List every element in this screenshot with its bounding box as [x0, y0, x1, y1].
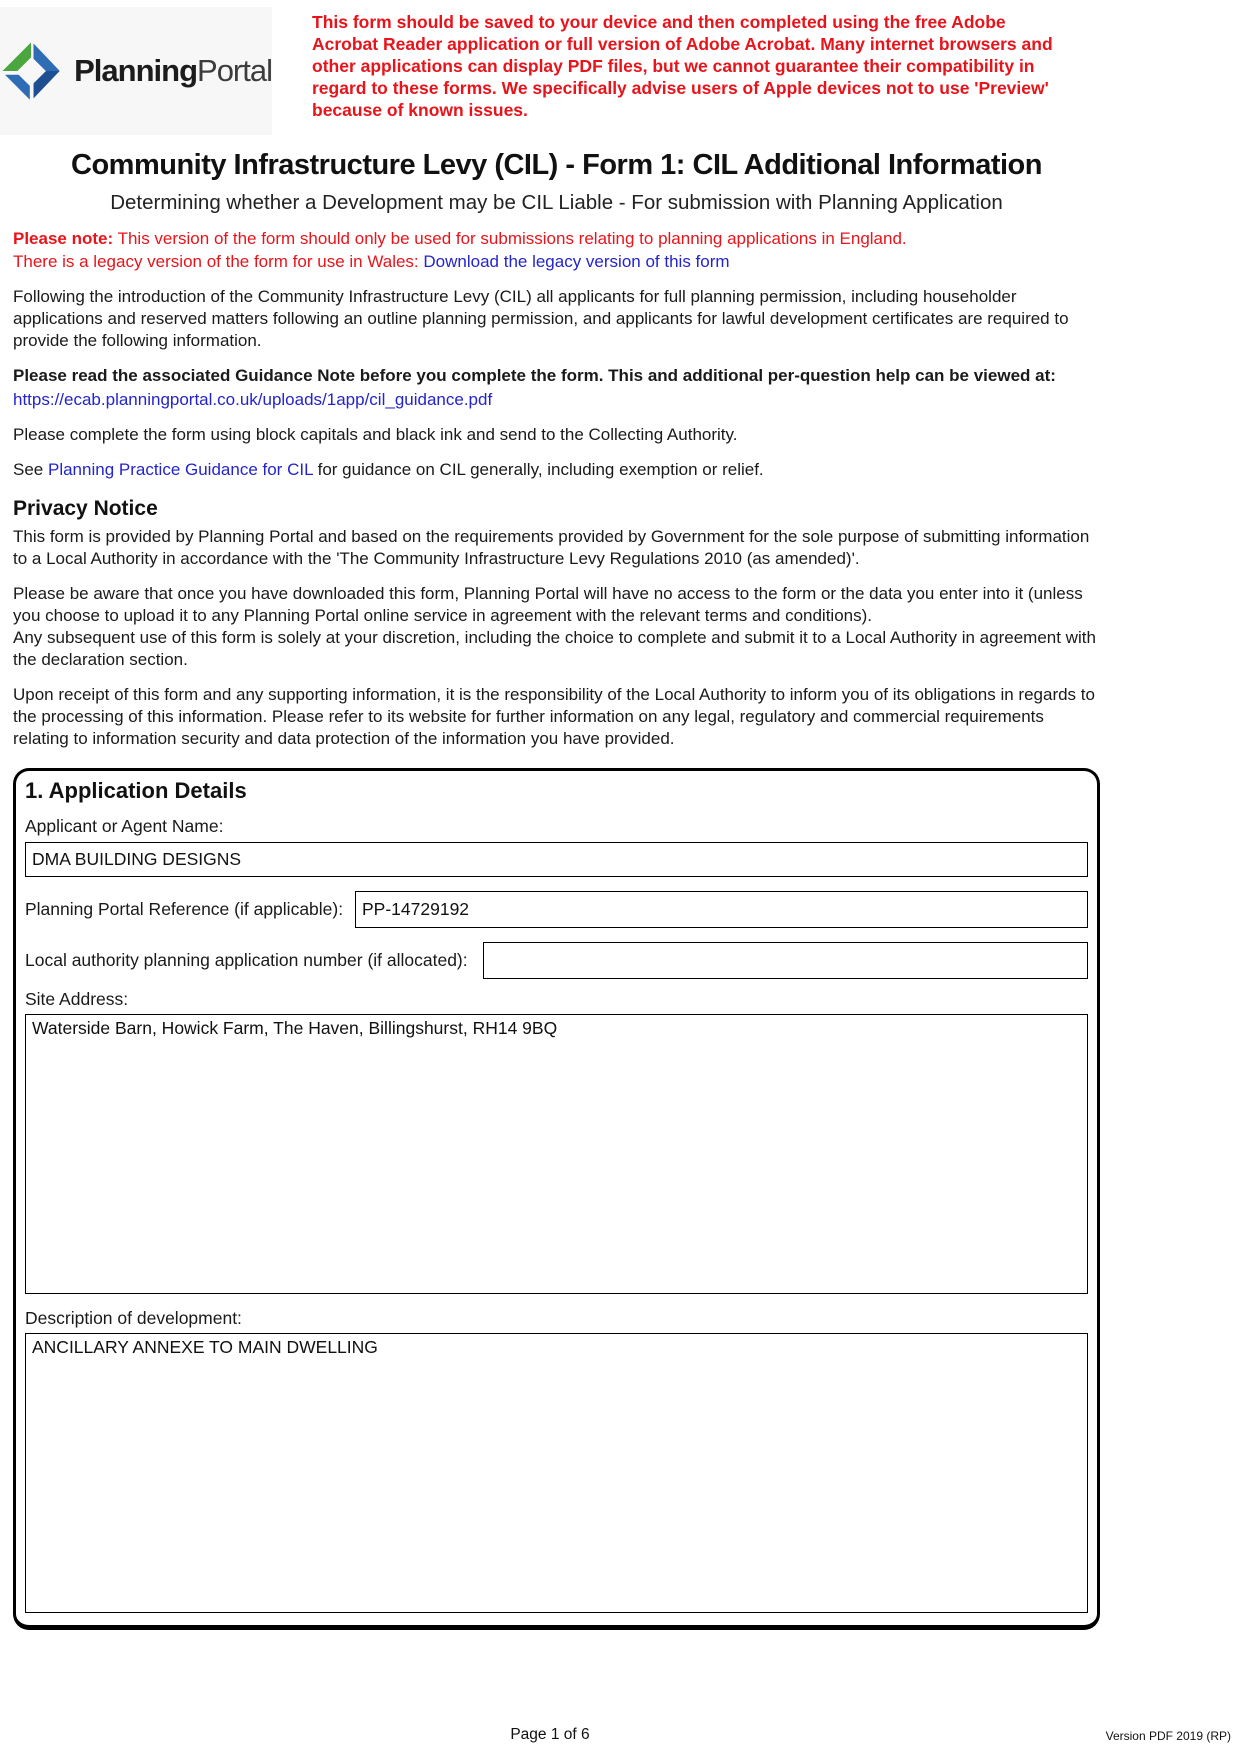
pp-reference-row	[25, 891, 1088, 928]
see-suffix: for guidance on CIL generally, including exemption or relief.	[317, 460, 764, 479]
site-address-label: Site Address:	[25, 989, 129, 1009]
site-address-textarea[interactable]	[25, 1014, 1088, 1294]
form-subtitle: Determining whether a Development may be CIL Liable - For submission with Planning Application	[110, 191, 1003, 214]
pp-reference-input[interactable]	[355, 891, 1088, 928]
adobe-warning-text: This form should be saved to your device and then completed using the free Adobe Acrobat Reader application or full version of Adobe Acrobat. Many internet browsers and other applications can display PDF files, but we cannot guarantee their compatibility in regard to these forms. We specifically advise users of Apple devices not to use 'Preview' because of known issues.	[312, 12, 1053, 120]
planning-portal-logo-icon	[0, 28, 62, 114]
block-capitals-line: Please complete the form using block capitals and black ink and send to the Collecting Authority.	[13, 425, 738, 444]
page-number: Page 1 of 6	[510, 1726, 590, 1743]
planning-portal-logo	[0, 7, 272, 135]
section-title: 1. Application Details	[25, 778, 247, 803]
page-header	[0, 0, 1241, 135]
privacy-paragraph-2a: Please be aware that once you have downloaded this form, Planning Portal will have no access to the form or the data you enter into it (unless you choose to upload it to any Planning Portal online service in agreement with the relevant terms and conditions).	[13, 584, 1083, 625]
legacy-form-link[interactable]: Download the legacy version of this form	[423, 252, 730, 271]
england-note-text: This version of the form should only be used for submissions relating to planning applications in England.	[117, 229, 907, 248]
brand-planning: Planning	[74, 53, 198, 88]
description-textarea[interactable]	[25, 1333, 1088, 1613]
la-number-row	[25, 942, 1088, 979]
application-details-section	[13, 768, 1100, 1630]
wales-note-line2	[13, 250, 1100, 273]
version-label: Version PDF 2019 (RP)	[1105, 1729, 1231, 1743]
privacy-paragraph-1: This form is provided by Planning Portal and based on the requirements provided by Government for the sole purpose of submitting information to a Local Authority in accordance with the 'The Community Infrastructure Levy Regulations 2010 (as amended)'.	[13, 527, 1090, 568]
la-number-input[interactable]	[483, 942, 1088, 979]
please-note-label: Please note:	[13, 229, 114, 248]
wales-note-text: There is a legacy version of the form for use in Wales:	[13, 252, 419, 271]
page-footer	[0, 1726, 1241, 1746]
brand-wordmark	[74, 53, 272, 89]
guidance-link-line	[13, 389, 1100, 411]
england-note-line1	[13, 227, 1100, 250]
applicant-name-label: Applicant or Agent Name:	[25, 816, 224, 836]
privacy-paragraph-2b: Any subsequent use of this form is solely at your discretion, including the choice to complete and submit it to a Local Authority in agreement with the declaration section.	[13, 628, 1096, 669]
form-title: Community Infrastructure Levy (CIL) - Form 1: CIL Additional Information	[71, 149, 1042, 181]
england-note	[13, 227, 1100, 273]
see-prefix: See	[13, 460, 44, 479]
pp-reference-label: Planning Portal Reference (if applicable):	[25, 899, 344, 919]
intro-paragraph: Following the introduction of the Community Infrastructure Levy (CIL) all applicants for full planning permission, including householder applications and reserved matters following an outline planning permission, and applicants for lawful development certificates are required to provide the following information.	[13, 287, 1069, 350]
guidance-pdf-link[interactable]: https://ecab.planningportal.co.uk/uploads/1app/cil_guidance.pdf	[13, 390, 493, 409]
description-label: Description of development:	[25, 1308, 242, 1328]
privacy-paragraph-3: Upon receipt of this form and any supporting information, it is the responsibility of the Local Authority to inform you of its obligations in regards to the processing of this information. Please refer to its website for further information on any legal, regulatory and commercial requirements relating to information security and data protection of the information you have provided.	[13, 685, 1095, 748]
applicant-name-input[interactable]	[25, 842, 1088, 877]
see-guidance-line	[13, 459, 1100, 481]
guidance-bold-line: Please read the associated Guidance Note before you complete the form. This and additional per-question help can be viewed at:	[13, 366, 1056, 385]
practice-guidance-link[interactable]: Planning Practice Guidance for CIL	[47, 460, 313, 479]
privacy-paragraph-2	[13, 583, 1100, 671]
brand-portal: Portal	[197, 53, 272, 88]
la-number-label: Local authority planning application number (if allocated):	[25, 950, 468, 970]
privacy-notice-heading: Privacy Notice	[13, 497, 158, 520]
